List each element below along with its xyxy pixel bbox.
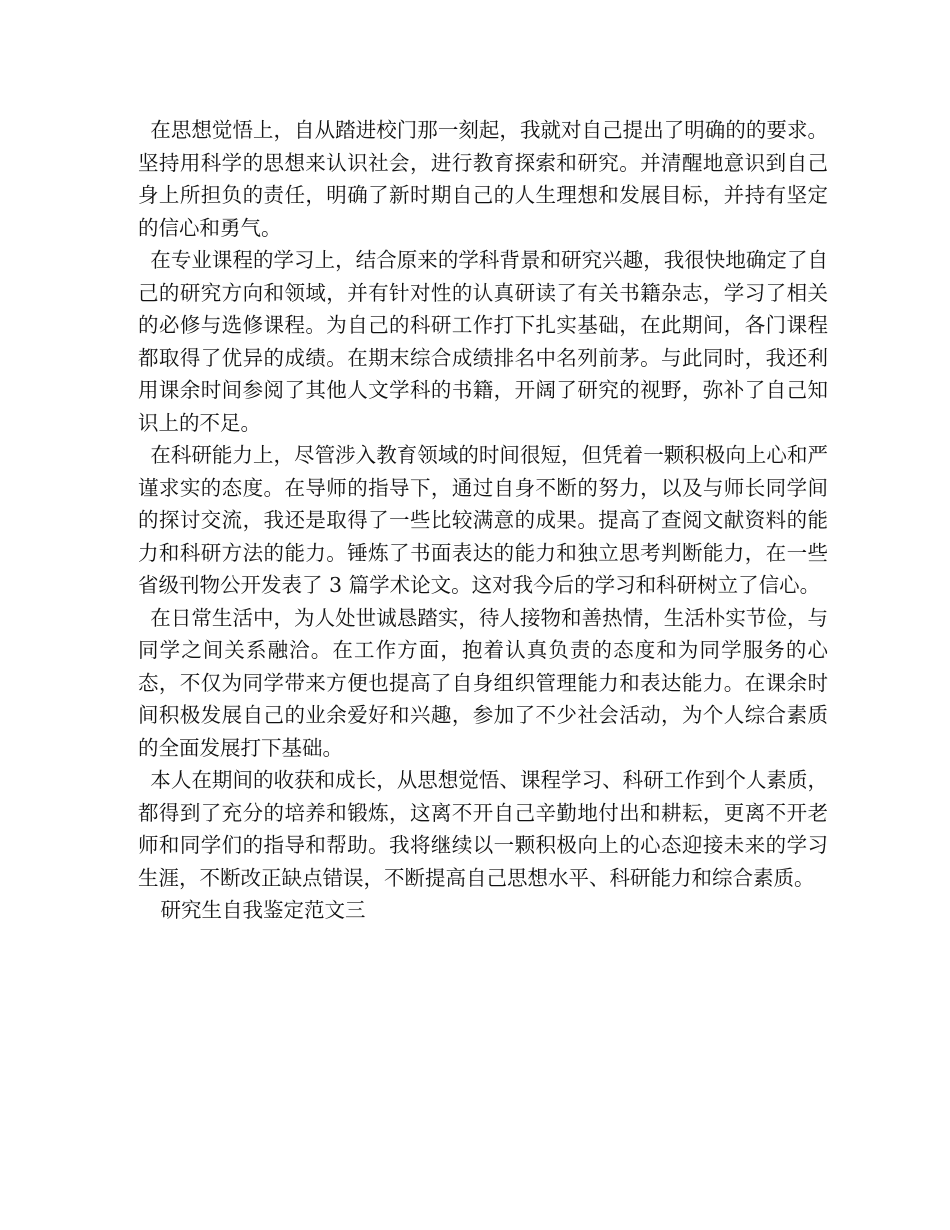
paragraph-daily-life: 在日常生活中，为人处世诚恳踏实，待人接物和善热情，生活朴实节俭，与同学之间关系融洽。在工作方面，抱着认真负责的态度和为同学服务的心态，不仅为同学带来方便也提高了自身组织管理能力和表达能力。在课余时间积极发展自己的业余爱好和兴趣，参加了不少社会活动，为个人综合素质的全面发展打下基础。 <box>138 605 828 760</box>
section-heading: 研究生自我鉴定范文三 <box>160 898 366 922</box>
paragraph-coursework: 在专业课程的学习上，结合原来的学科背景和研究兴趣，我很快地确定了自己的研究方向和领域，并有针对性的认真研读了有关书籍杂志，学习了相关的必修与选修课程。为自己的科研工作打下扎实基础，在此期间，各门课程都取得了优异的成绩。在期末综合成绩排名中名列前茅。与此同时，我还利用课余时间参阅了其他人文学科的书籍，开阔了研究的视野，弥补了自己知识上的不足。 <box>138 248 828 435</box>
paragraph-ideology: 在思想觉悟上，自从踏进校门那一刻起，我就对自己提出了明确的的要求。坚持用科学的思想来认识社会，进行教育探索和研究。并清醒地意识到自己身上所担负的责任，明确了新时期自己的人生理想和发展目标，并持有坚定的信心和勇气。 <box>138 118 828 240</box>
paragraph-summary: 本人在期间的收获和成长，从思想觉悟、课程学习、科研工作到个人素质，都得到了充分的培养和锻炼，这离不开自己辛勤地付出和耕耘，更离不开老师和同学们的指导和帮助。我将继续以一颗积极向上的心态迎接未来的学习生涯，不断改正缺点错误，不断提高自己思想水平、科研能力和综合素质。 <box>138 768 828 890</box>
document-body <box>138 114 828 927</box>
paragraph-research: 在科研能力上，尽管涉入教育领域的时间很短，但凭着一颗积极向上心和严谨求实的态度。在导师的指导下，通过自身不断的努力，以及与师长同学间的探讨交流，我还是取得了一些比较满意的成果。提高了查阅文献资料的能力和科研方法的能力。锤炼了书面表达的能力和独立思考判断能力，在一些省级刊物公开发表了 3 篇学术论文。这对我今后的学习和科研树立了信心。 <box>138 443 828 597</box>
